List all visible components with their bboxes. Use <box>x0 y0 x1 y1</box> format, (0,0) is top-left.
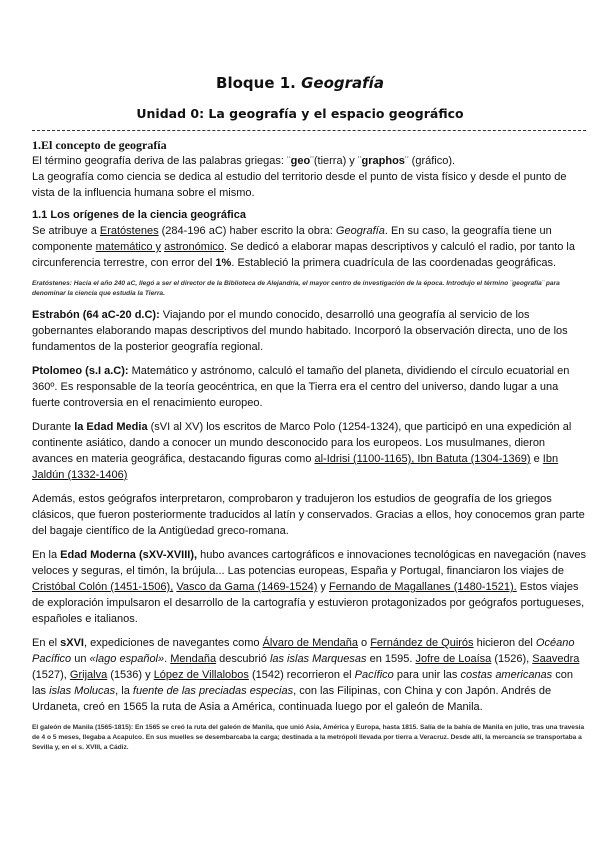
text: El término geografía deriva de las palabras griegas: ¨ <box>32 155 291 167</box>
text: hubo avances cartográficos e innovaciones tecnológicas en navegación (naves veloces y seguras, el timón, la brújula... Las potencias europeas, España y Portugal, financiaron los viajes de <box>32 549 586 577</box>
page-subtitle: Unidad 0: La geografía y el espacio geográfico <box>136 106 464 121</box>
link-idrisi-batuta[interactable]: al-Idrisi (1100-1165), Ibn Batuta (1304-1369) <box>314 453 531 465</box>
document-body <box>32 137 586 753</box>
text: Matemático y astrónomo, calculó el tamaño del planeta, dividiendo el círculo ecuatorial en 360º. Es responsable de la teoría geocéntrica, en que la Tierra era el centro del universo, dando lugar a una fuerte controversia en el renacimiento europeo. <box>32 365 570 409</box>
section-heading-concepto: 1.El concepto de geografía <box>32 138 167 152</box>
text: con las <box>32 669 573 697</box>
link-gama[interactable]: Vasco da Gama (1469-1524) <box>176 581 318 593</box>
link-eratostenes[interactable]: Eratóstenes <box>99 225 159 237</box>
link-grijalva[interactable]: Grijalva <box>69 669 108 681</box>
text-bold: sXVI <box>60 637 84 649</box>
dashed-divider <box>32 130 586 131</box>
link-jaldun[interactable]: Ibn Jaldún (1332-1406) <box>32 453 559 481</box>
paragraph-definicion: La geografía como ciencia se dedica al estudio del territorio desde el punto de vista físico y desde el punto de vista de la influencia humana sobre el mismo. <box>32 171 567 199</box>
text: , expediciones de navegantes como <box>84 637 263 649</box>
text: Durante <box>32 421 75 433</box>
paragraph-sxvi <box>32 635 586 715</box>
text: o <box>357 637 371 649</box>
text-bold: graphos <box>361 155 405 167</box>
link-loaisa[interactable]: Jofre de Loaísa <box>415 653 492 665</box>
text: Se atribuye a <box>32 225 100 237</box>
paragraph-etimologia <box>32 153 586 169</box>
text-italic: Geografía <box>335 225 385 237</box>
text: (sVI al XV) los escritos de Marco Polo (1254-1324), que participó en una expedición al continente asiático, dando a conocer un mundo desconocido para los europeos. Los musulmanes, dieron avances en materia geográfica, destacando figuras como <box>32 421 572 465</box>
link-matematico[interactable]: matemático y <box>95 241 162 253</box>
link-colon[interactable]: Cristóbal Colón (1451-1506), <box>32 581 174 593</box>
text: y <box>317 581 329 593</box>
text-bold: 1% <box>215 257 232 269</box>
link-quiros[interactable]: Fernández de Quirós <box>370 637 474 649</box>
link-astronomico[interactable]: astronómico <box>164 241 225 253</box>
paragraph-estrabon <box>32 307 586 355</box>
text: . Estableció la primera cuadrícula de las coordenadas geográficas. <box>231 257 557 269</box>
text-bold: Estrabón (64 aC-20 d.C): <box>32 309 160 321</box>
text: un <box>71 653 90 665</box>
link-magallanes[interactable]: Fernando de Magallanes (1480-1521). <box>328 581 517 593</box>
text-italic: Pacífico <box>354 669 394 681</box>
text: En el <box>32 637 61 649</box>
paragraph-ademas: Además, estos geógrafos interpretaron, comprobaron y tradujeron los estudios de geografía de los griegos clásicos, que fueron posteriormente traducidos al latín y conservados. Gracias a ellos, hoy conocemos gran parte del bagaje científico de la Antigüedad greco-romana. <box>32 493 585 537</box>
text: para unir las <box>393 669 461 681</box>
section-heading-origenes: 1.1 Los orígenes de la ciencia geográfica <box>32 209 246 221</box>
text: hicieron del <box>473 637 536 649</box>
paragraph-eratostenes <box>32 223 586 271</box>
text: , la <box>115 685 133 697</box>
text: (1526), <box>491 653 533 665</box>
title-italic: Geografía <box>301 74 384 92</box>
text-italic: costas americanas <box>460 669 553 681</box>
note-galeon: El galeón de Manila (1565-1815): En 1565 se creó la ruta del galeón de Manila, que unió Asia, América y Europa, hasta 1815. Salía de la bahía de Manila en julio, tras una travesía de 4 o 5 meses, llegaba a Acapulco. En sus muelles se desembarcaba la carga; destinada a la metrópoli llevada por tierra a Veracruz. Desde allí, la mercancía se transportaba a Sevilla y, en el s. XVIII, a Cádiz. <box>32 724 585 751</box>
text-italic: las islas Marquesas <box>269 653 367 665</box>
text: . En su caso, la geografía tiene un componente <box>32 225 552 253</box>
text: , con las Filipinas, con China y con Japón. Andrés de Urdaneta, creó en 1565 la ruta de Asia a América, continuada luego por el galeón de Manila. <box>32 685 552 713</box>
text-bold: Edad Moderna (sXV-XVIII), <box>60 549 198 561</box>
text: (284-196 aC) haber escrito la obra: <box>158 225 336 237</box>
paragraph-edad-moderna <box>32 547 586 627</box>
link-saavedra[interactable]: Saavedra <box>532 653 580 665</box>
paragraph-edad-media <box>32 419 586 483</box>
text-bold: Ptolomeo (s.I a.C): <box>32 365 129 377</box>
text: Estos viajes de exploración impulsaron el desarrollo de la cartografía y estuvieron protagonizados por geógrafos portugueses, españoles e italianos. <box>32 581 585 625</box>
text: (1542) recorrieron el <box>248 669 355 681</box>
text-italic: islas Molucas <box>49 685 116 697</box>
text-bold: la Edad Media <box>74 421 148 433</box>
link-mendana-2[interactable]: Mendaña <box>170 653 217 665</box>
text: ¨(tierra) y ¨ <box>310 155 362 167</box>
text: En la <box>32 549 61 561</box>
note-eratostenes: Eratóstenes: Hacia el año 240 aC, llegó a ser el director de la Biblioteca de Alejandría, el mayor centro de investigación de la época. Introdujo el término ¨geografía¨ para denominar la ciencia que estudia la Tierra. <box>32 280 560 297</box>
text: en 1595. <box>366 653 416 665</box>
link-mendana[interactable]: Álvaro de Mendaña <box>262 637 358 649</box>
text: . Se dedicó a elaborar mapas descriptivos y calculó el radio, por tanto la circunferencia terrestre, con error del <box>32 241 575 269</box>
text: ¨ (gráfico). <box>404 155 456 167</box>
text: (1527), <box>32 669 70 681</box>
paragraph-ptolomeo <box>32 363 586 411</box>
text-italic: Océano Pacífico <box>32 637 575 665</box>
title-prefix: Bloque 1. <box>216 74 296 92</box>
text-bold: geo <box>290 155 311 167</box>
page-title <box>0 74 600 92</box>
text-italic: «lago español» <box>89 653 165 665</box>
text: (1536) y <box>107 669 154 681</box>
text: . <box>164 653 171 665</box>
text: e <box>530 453 543 465</box>
link-villalobos[interactable]: López de Villalobos <box>153 669 249 681</box>
text-italic: fuente de las preciadas especias <box>132 685 294 697</box>
text: Viajando por el mundo conocido, desarrolló una geografía al servicio de los gobernantes elaborando mapas descriptivos del mundo habitado. Incorporó la observación directa, uno de los fundamentos de la posterior geografía regional. <box>32 309 568 353</box>
text: descubrió <box>216 653 270 665</box>
